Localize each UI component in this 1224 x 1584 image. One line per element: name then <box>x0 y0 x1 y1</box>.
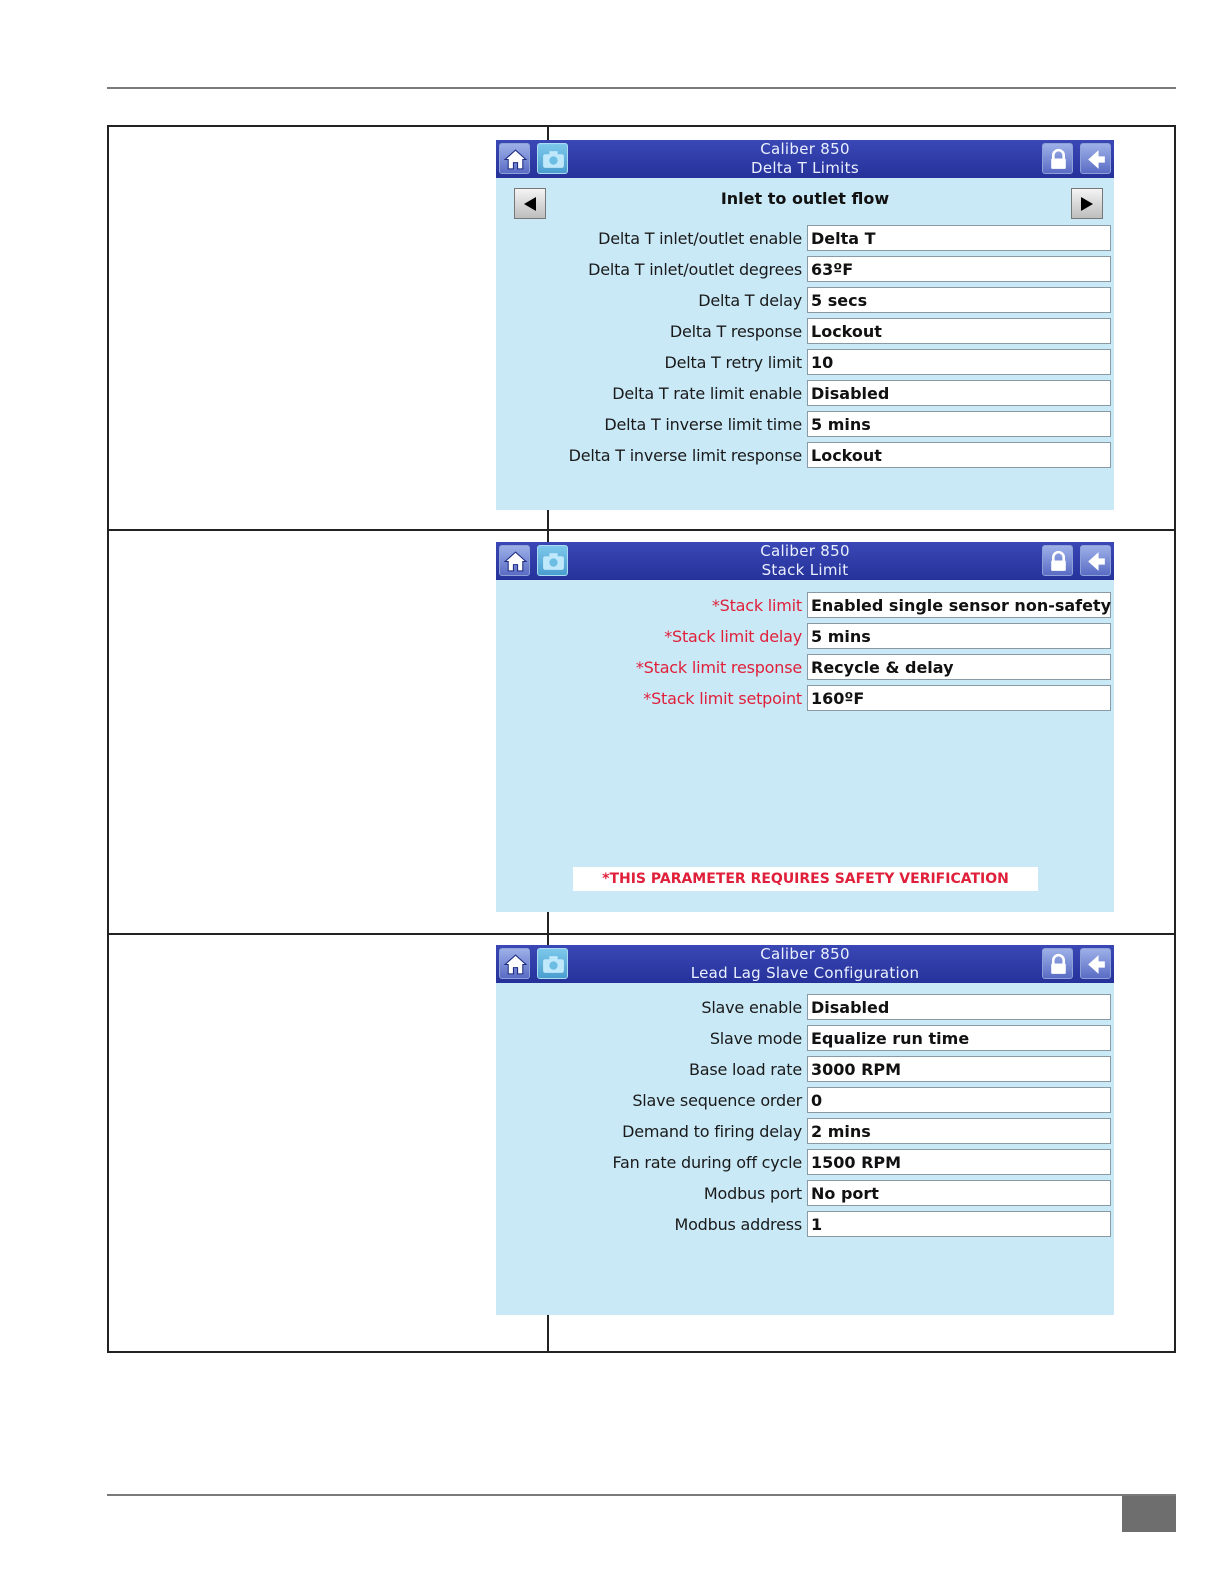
parameter-value[interactable]: 2 mins <box>807 1118 1111 1144</box>
parameter-label: *Stack limit delay <box>664 627 802 646</box>
title-line-2: Stack Limit <box>761 561 849 579</box>
parameter-value[interactable]: 3000 RPM <box>807 1056 1111 1082</box>
parameter-value[interactable]: Enabled single sensor non-safety <box>807 592 1111 618</box>
back-arrow-icon <box>1084 952 1109 977</box>
header-rule <box>107 87 1176 89</box>
parameter-row <box>496 1118 1114 1146</box>
parameter-label: *Stack limit response <box>635 658 802 677</box>
parameter-value[interactable]: 5 mins <box>807 623 1111 649</box>
parameter-label: Delta T inverse limit response <box>568 446 802 465</box>
next-page-button[interactable] <box>1071 188 1103 219</box>
lock-icon <box>1046 952 1071 977</box>
parameter-value[interactable]: 0 <box>807 1087 1111 1113</box>
title-line-1: Caliber 850 <box>760 945 850 963</box>
parameter-value[interactable]: 5 secs <box>807 287 1111 313</box>
parameter-row <box>496 592 1114 620</box>
title-line-2: Lead Lag Slave Configuration <box>690 964 920 982</box>
parameter-label: Delta T delay <box>698 291 802 310</box>
parameter-label: Base load rate <box>688 1060 802 1079</box>
parameter-value[interactable]: Lockout <box>807 318 1111 344</box>
safety-verification-warning: *THIS PARAMETER REQUIRES SAFETY VERIFICATION <box>573 867 1038 891</box>
title-bar <box>496 945 1114 983</box>
parameter-row <box>496 1087 1114 1115</box>
parameter-label: Delta T response <box>669 322 802 341</box>
parameter-row <box>496 256 1114 284</box>
parameter-value[interactable]: 1 <box>807 1211 1111 1237</box>
lock-icon <box>1046 549 1071 574</box>
right-arrow-icon <box>1078 195 1096 213</box>
parameter-value[interactable]: 10 <box>807 349 1111 375</box>
parameter-value[interactable]: Disabled <box>807 380 1111 406</box>
parameter-row <box>496 225 1114 253</box>
parameter-value[interactable]: 1500 RPM <box>807 1149 1111 1175</box>
parameter-row <box>496 623 1114 651</box>
footer-rule <box>107 1494 1176 1496</box>
back-arrow-icon <box>1084 549 1109 574</box>
parameter-row <box>496 411 1114 439</box>
back-button[interactable] <box>1080 948 1111 979</box>
screen-title <box>496 945 1114 983</box>
parameter-value[interactable]: Lockout <box>807 442 1111 468</box>
subheading: Inlet to outlet flow <box>720 189 890 208</box>
title-bar <box>496 542 1114 580</box>
parameter-row <box>496 349 1114 377</box>
parameter-row <box>496 1180 1114 1208</box>
back-arrow-icon <box>1084 147 1109 172</box>
parameter-label: Slave enable <box>701 998 802 1017</box>
row-divider <box>109 933 1174 935</box>
parameter-label: Demand to firing delay <box>622 1122 802 1141</box>
parameter-row <box>496 685 1114 713</box>
parameter-row <box>496 1025 1114 1053</box>
lock-button[interactable] <box>1042 545 1073 576</box>
parameter-label: *Stack limit setpoint <box>643 689 802 708</box>
parameter-value[interactable]: Disabled <box>807 994 1111 1020</box>
title-line-2: Delta T Limits <box>751 159 859 177</box>
parameter-value[interactable]: 63ºF <box>807 256 1111 282</box>
back-button[interactable] <box>1080 143 1111 174</box>
parameter-row <box>496 318 1114 346</box>
lock-button[interactable] <box>1042 948 1073 979</box>
back-button[interactable] <box>1080 545 1111 576</box>
parameter-value[interactable]: Delta T <box>807 225 1111 251</box>
parameter-label: Fan rate during off cycle <box>612 1153 802 1172</box>
parameter-label: Delta T rate limit enable <box>612 384 802 403</box>
parameter-label: Slave sequence order <box>632 1091 802 1110</box>
screen-lead-lag-slave <box>496 945 1114 1315</box>
parameter-label: Modbus port <box>703 1184 802 1203</box>
parameter-row <box>496 994 1114 1022</box>
page-number-tab <box>1122 1496 1176 1532</box>
parameter-value[interactable]: Equalize run time <box>807 1025 1111 1051</box>
parameter-label: Delta T retry limit <box>664 353 802 372</box>
parameter-label: Modbus address <box>674 1215 802 1234</box>
parameter-row <box>496 1149 1114 1177</box>
screen-stack-limit <box>496 542 1114 912</box>
parameter-value[interactable]: Recycle & delay <box>807 654 1111 680</box>
title-line-1: Caliber 850 <box>760 140 850 158</box>
title-bar <box>496 140 1114 178</box>
parameter-label: Delta T inlet/outlet degrees <box>588 260 802 279</box>
screen-title <box>496 140 1114 178</box>
parameter-row <box>496 654 1114 682</box>
parameter-row <box>496 287 1114 315</box>
parameter-label: *Stack limit <box>711 596 802 615</box>
parameter-row <box>496 442 1114 470</box>
screen-delta-t-limits <box>496 140 1114 510</box>
title-line-1: Caliber 850 <box>760 542 850 560</box>
parameter-value[interactable]: No port <box>807 1180 1111 1206</box>
screen-title <box>496 542 1114 580</box>
lock-button[interactable] <box>1042 143 1073 174</box>
parameter-label: Delta T inverse limit time <box>604 415 802 434</box>
parameter-row <box>496 1056 1114 1084</box>
parameter-label: Slave mode <box>709 1029 802 1048</box>
parameter-label: Delta T inlet/outlet enable <box>598 229 802 248</box>
lock-icon <box>1046 147 1071 172</box>
parameter-value[interactable]: 160ºF <box>807 685 1111 711</box>
parameter-value[interactable]: 5 mins <box>807 411 1111 437</box>
parameter-row <box>496 1211 1114 1239</box>
parameter-row <box>496 380 1114 408</box>
row-divider <box>109 529 1174 531</box>
